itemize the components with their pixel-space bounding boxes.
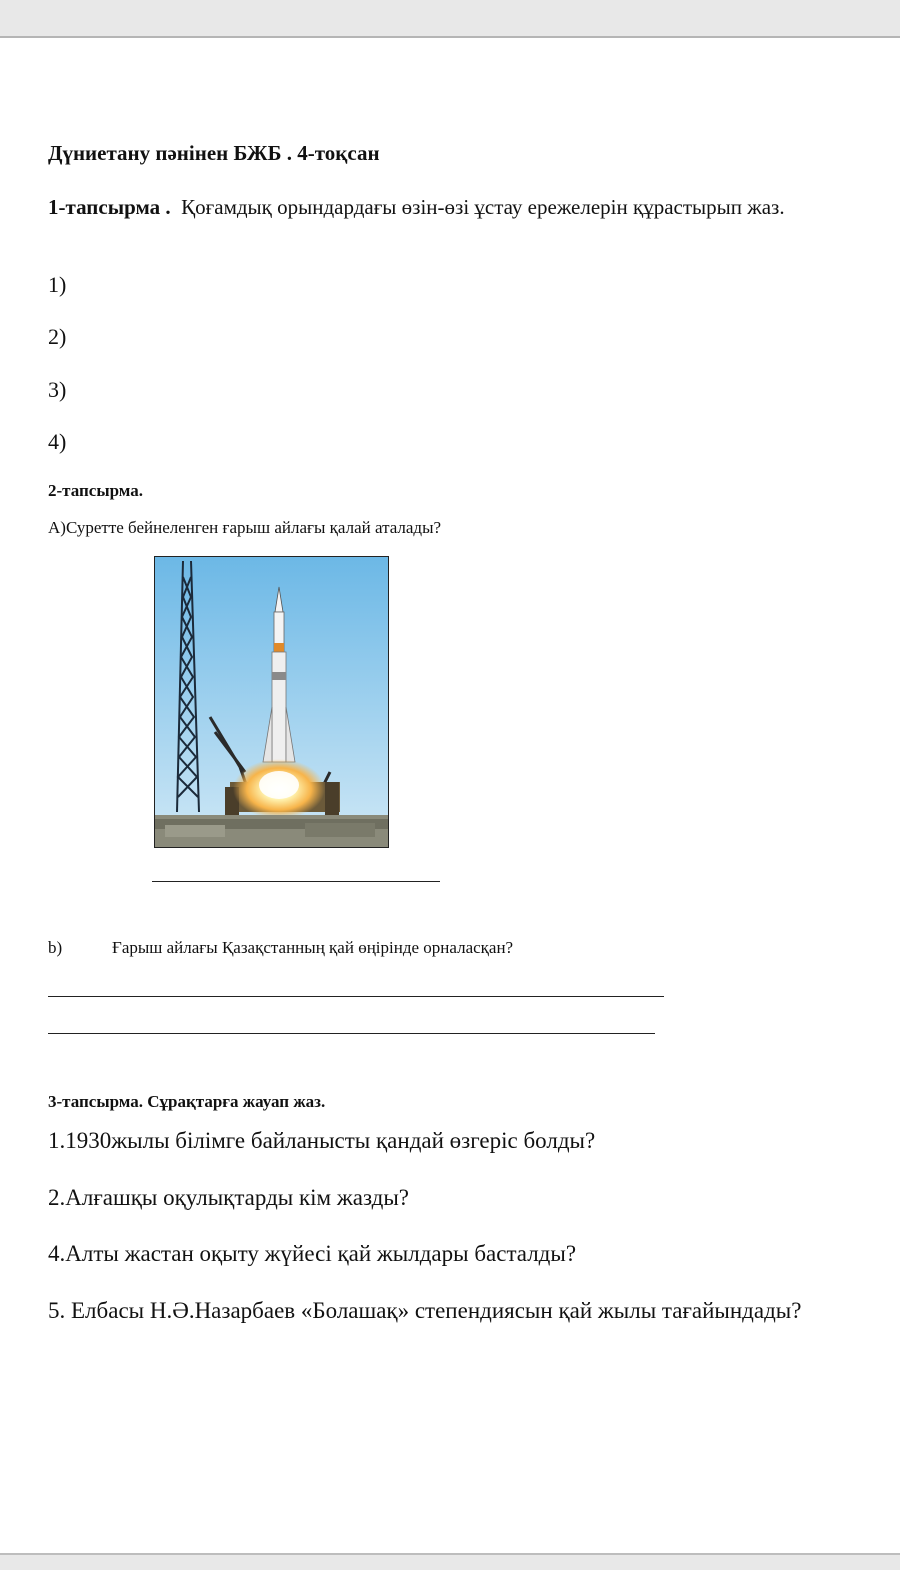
answer-line-a[interactable] — [152, 881, 440, 882]
task1-item: 1) — [48, 272, 67, 297]
answer-line-b2[interactable] — [48, 1033, 655, 1034]
task3-question: 1.1930жылы білімге байланысты қандай өзгеріс болды? — [48, 1128, 596, 1153]
task1-item: 2) — [48, 324, 67, 349]
rocket-launch-photo — [154, 556, 389, 848]
viewer-top-bar — [0, 0, 900, 38]
task3-label: 3-тапсырма. Сұрақтарға жауап жаз. — [48, 1092, 326, 1111]
task3-question: 2.Алғашқы оқулықтарды кім жазды? — [48, 1185, 409, 1210]
task3-question: 5. Елбасы Н.Ә.Назарбаев «Болашақ» степендиясын қай жылы тағайындады? — [48, 1298, 802, 1323]
task1-label: 1-тапсырма . — [48, 195, 171, 219]
task1-item: 3) — [48, 377, 67, 402]
answer-line-b1[interactable] — [48, 996, 664, 997]
task3-question: 4.Алты жастан оқыту жүйесі қай жылдары басталды? — [48, 1241, 577, 1266]
task2-question-b-label: b) — [48, 938, 63, 957]
viewer-bottom-bar — [0, 1553, 900, 1570]
task2-label: 2-тапсырма. — [48, 481, 144, 500]
document-title: Дүниетану пәнінен БЖБ . 4-тоқсан — [48, 141, 380, 165]
task2-question-a: А)Суретте бейнеленген ғарыш айлағы қалай аталады? — [48, 518, 442, 537]
task1-item: 4) — [48, 429, 67, 454]
task2-question-b: Ғарыш айлағы Қазақстанның қай өңірінде орналасқан? — [112, 938, 514, 957]
task1-text: Қоғамдық орындардағы өзін-өзі ұстау ережелерін құрастырып жаз. — [181, 195, 785, 219]
task1-prompt — [48, 193, 868, 221]
